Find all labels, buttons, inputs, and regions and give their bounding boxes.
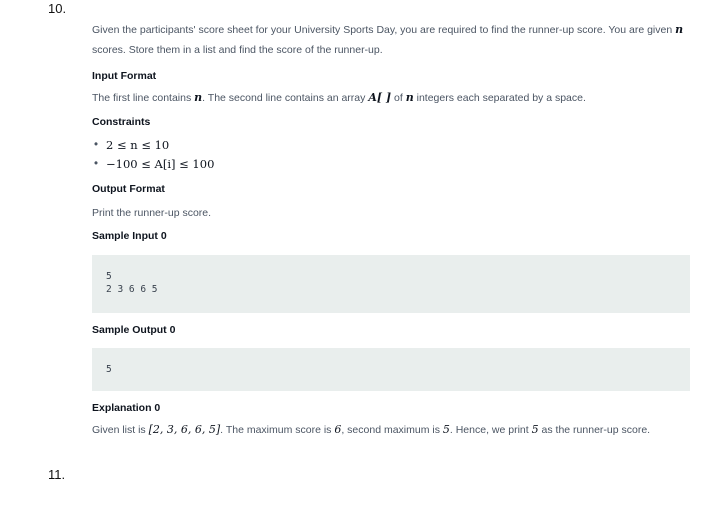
input-format-text (92, 88, 690, 108)
sample-output-heading: Sample Output 0 (92, 324, 176, 336)
input-n-variable-2: n (405, 91, 414, 104)
exp-text-2: . The maximum score is (220, 424, 332, 436)
sample-output-code: 5 (92, 348, 690, 391)
constraints-heading: Constraints (92, 116, 151, 128)
constraint-item: • 2 ≤ n ≤ 10 (92, 136, 690, 155)
constraints-list (92, 136, 690, 174)
problem-statement (92, 20, 690, 440)
intro-text-2: scores. Store them in a list and find the score of the runner-up. (92, 44, 383, 56)
exp-max-value: 6 (334, 423, 342, 436)
explanation-text (92, 420, 690, 440)
exp-text-5: as the runner-up score. (541, 424, 651, 436)
exp-text-3: , second maximum is (341, 424, 440, 436)
input-text-4: integers each separated by a space. (416, 92, 586, 104)
output-format-text: Print the runner-up score. (92, 207, 212, 219)
input-text-3: of (394, 92, 403, 104)
input-n-variable: n (194, 91, 203, 104)
explanation-heading: Explanation 0 (92, 402, 161, 414)
question-number-10: 10. (48, 1, 67, 16)
input-format-heading: Input Format (92, 70, 157, 82)
exp-text-4: . Hence, we print (449, 424, 529, 436)
sample-input-heading: Sample Input 0 (92, 230, 167, 242)
sample-input-code: 5 2 3 6 6 5 (92, 255, 690, 313)
intro-text-1: Given the participants' score sheet for your University Sports Day, you are required to find the runner-up score. You are given (92, 24, 673, 36)
exp-list-value: [2, 3, 6, 6, 5] (148, 423, 221, 436)
output-format-heading: Output Format (92, 183, 165, 195)
constraint-item: • −100 ≤ A[i] ≤ 100 (92, 155, 690, 174)
input-text-1: The first line contains (92, 92, 192, 104)
input-text-2: . The second line contains an array (202, 92, 366, 104)
input-array-variable: A[ ] (368, 91, 392, 104)
problem-intro (92, 20, 690, 60)
question-number-11: 11. (48, 467, 66, 482)
intro-n-variable: n (675, 23, 684, 36)
exp-text-1: Given list is (92, 424, 146, 436)
exp-second-value: 5 (442, 423, 450, 436)
exp-print-value: 5 (531, 423, 539, 436)
